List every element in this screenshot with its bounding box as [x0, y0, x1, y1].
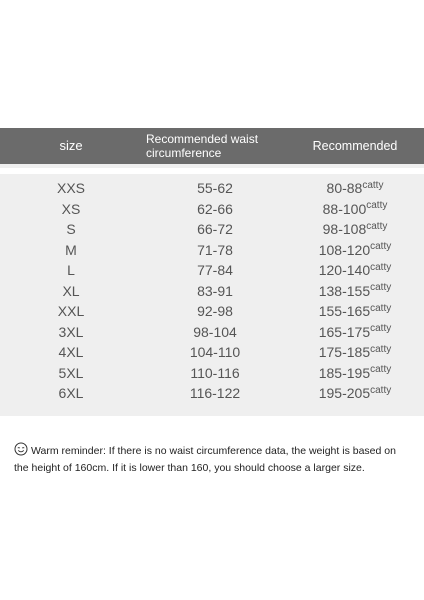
waist-cell: 98-104	[193, 323, 237, 340]
table-row	[0, 342, 424, 363]
weight-unit: catty	[370, 282, 392, 294]
table-row	[0, 383, 424, 404]
waist-cell: 83-91	[197, 282, 233, 299]
table-row	[0, 178, 424, 199]
weight-cell	[305, 322, 405, 343]
weight-value: 98-108	[322, 221, 367, 238]
header-recommended: Recommended	[312, 139, 398, 153]
size-cell: 3XL	[58, 323, 84, 340]
weight-unit: catty	[370, 302, 392, 314]
waist-cell: 71-78	[197, 241, 233, 258]
warm-reminder	[14, 442, 410, 476]
waist-cell: 66-72	[197, 221, 233, 238]
size-cell: XXL	[57, 303, 85, 320]
weight-cell	[305, 342, 405, 363]
waist-cell: 92-98	[197, 303, 233, 320]
size-cell: 5XL	[58, 364, 84, 381]
weight-value: 88-100	[322, 200, 367, 217]
weight-cell	[305, 240, 405, 261]
weight-cell	[305, 199, 405, 220]
weight-cell	[305, 281, 405, 302]
weight-value: 175-185	[318, 344, 371, 361]
size-cell: 4XL	[58, 344, 84, 361]
weight-unit: catty	[370, 261, 392, 273]
weight-unit: catty	[366, 200, 388, 212]
waist-cell: 110-116	[190, 364, 240, 381]
waist-cell: 77-84	[197, 262, 233, 279]
reminder-text: Warm reminder: If there is no waist circumference data, the weight is based on the height of 160cm. If it is lower than 160, you should choose a larger size.	[14, 445, 396, 474]
weight-value: 120-140	[318, 262, 371, 279]
size-cell: XXS	[56, 180, 85, 197]
weight-value: 165-175	[318, 323, 371, 340]
waist-cell: 62-66	[197, 200, 233, 217]
header-waist: Recommended waist circumference	[146, 132, 259, 160]
divider	[0, 168, 424, 174]
table-row	[0, 260, 424, 281]
weight-unit: catty	[370, 343, 392, 355]
weight-value: 195-205	[318, 385, 371, 402]
weight-unit: catty	[370, 384, 392, 396]
size-cell: XS	[61, 200, 81, 217]
weight-cell	[305, 219, 405, 240]
waist-cell: 104-110	[189, 344, 241, 361]
waist-cell: 116-122	[189, 385, 241, 402]
weight-unit: catty	[366, 220, 388, 232]
weight-value: 155-165	[318, 303, 371, 320]
weight-value: 138-155	[318, 282, 371, 299]
size-cell: M	[65, 241, 77, 258]
size-cell: L	[67, 262, 75, 279]
smile-icon	[14, 442, 28, 461]
weight-cell	[305, 301, 405, 322]
weight-cell	[305, 383, 405, 404]
waist-cell: 55-62	[197, 180, 233, 197]
table-row	[0, 301, 424, 322]
size-rows	[0, 178, 424, 404]
weight-value: 80-88	[326, 180, 363, 197]
weight-unit: catty	[370, 323, 392, 335]
size-cell: S	[66, 221, 76, 238]
weight-cell	[305, 363, 405, 384]
table-row	[0, 199, 424, 220]
weight-cell	[305, 260, 405, 281]
table-row	[0, 240, 424, 261]
weight-unit: catty	[370, 241, 392, 253]
weight-value: 185-195	[318, 364, 371, 381]
size-cell: 6XL	[58, 385, 84, 402]
table-header	[0, 128, 424, 164]
table-row	[0, 281, 424, 302]
weight-cell	[305, 178, 405, 199]
table-row	[0, 322, 424, 343]
weight-unit: catty	[370, 364, 392, 376]
size-cell: XL	[62, 282, 80, 299]
table-row	[0, 363, 424, 384]
weight-unit: catty	[362, 179, 384, 191]
table-row	[0, 219, 424, 240]
weight-value: 108-120	[318, 241, 371, 258]
header-size: size	[59, 138, 83, 153]
